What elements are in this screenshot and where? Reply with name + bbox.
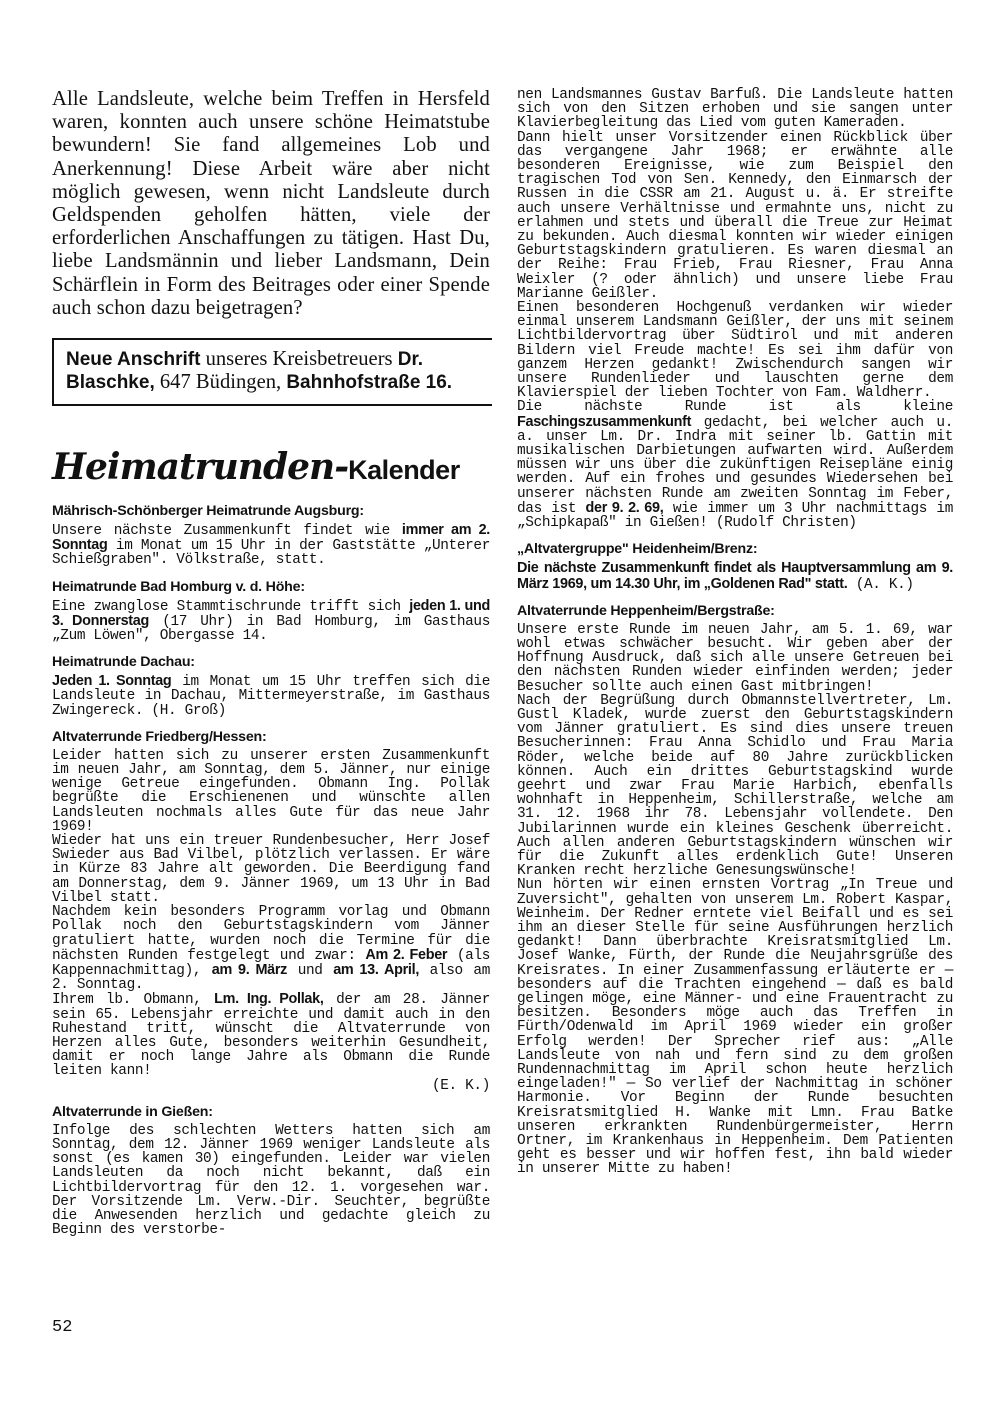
text-run: also am 2. Sonntag.	[52, 962, 490, 994]
friedberg-paragraph-2: Wieder hat uns ein treuer Rundenbesucher, Herr Josef Swieder aus Bad Vilbel, plötzlich verlassen. Er wäre in Kürze 83 Jahre alt geworden. Die Beerdigung fand am Donnerstag, dem 9. Jänner 1969, um 13 Uhr in Bad Vilbel statt.	[52, 833, 490, 906]
notice-bold-1: Neue Anschrift	[66, 349, 201, 371]
notice-bold-3: Bahnhofstraße 16.	[286, 372, 453, 394]
text-run: der am 28. Jänner sein 65. Lebensjahr erreichte und damit auch in den Ruhestand tritt, wünscht die Altvaterrunde von Herzen alles Gute, besonders weiterhin Gesundheit, damit er noch lange Jahre als Obmann die Runde leiten kann!	[52, 992, 490, 1080]
right-column	[517, 88, 953, 1177]
section-heading-giessen: Altvaterrunde in Gießen:	[52, 1103, 213, 1120]
heppenheim-paragraph-3: Nun hörten wir einen ernsten Vortrag „In Treue und Zuversicht", gehalten von unserem Lm. Robert Kaspar, Weinheim. Der Redner erntete viel Beifall und es sei ihm an dieser Stelle für seine Ausführungen herzlich gedankt! Dann überbrachte Kreisratsmitglied Lm. Josef Wanke, Fürth, der Runde die Neujahrsgrüße des Kreisrates. In einer Zusammenfassung erläuterte er — besonders auf die Trachten eingehend — daß es bald gelingen möge, eine Männer- und eine Frauentracht zu besitzen. Besonders möge auch das Treffen in Fürth/Odenwald im April 1969 wieder ein großer Erfolg werden! Der Sprecher rief aus: „Alle Landsleute von nah und fern sind zu dem großen Rundennachmittag im April schon heute herzlich eingeladen!" — So verlief der Nachmittag in schöner Harmonie. Vor Beginn der Runde besuchten Kreisratsmitglied H. Wanke mit Lmn. Frau Batke unseren erkrankten Rundenbürgermeister, Herrn Ortner, im Krankenhaus in Heppenheim. Dem Patienten geht es besser und wir hoffen fest, ihn bald wieder in unserer Mitte zu haben!	[517, 877, 953, 1178]
section-text-bad-homburg	[52, 599, 490, 644]
highlight-run: Jeden 1. Sonntag	[52, 673, 172, 690]
highlight-run: Die nächste Zusammenkunft findet als Hauptversammlung am 9. März 1969, um 14.30 Uhr, im „Goldenen Rad" statt.	[517, 560, 953, 592]
text-run: (als Kappennachmittag),	[52, 947, 491, 979]
text-run: Eine zwanglose Stammtischrunde trifft sich	[52, 598, 410, 615]
highlight-run: immer am 2. Sonntag	[52, 522, 490, 554]
section-heading-augsburg: Mährisch-Schönberger Heimatrunde Augsburg:	[52, 503, 364, 520]
section-text-augsburg	[52, 523, 490, 568]
giessen-continued-paragraph-1: nen Landsmannes Gustav Barfuß. Die Landsleute hatten sich von den Sitzen erhoben und sie sangen unter Klavierbegleitung das Lied vom guten Kameraden.	[517, 87, 953, 132]
kalender-heading-sans: Kalender	[348, 455, 460, 486]
text-run: Die nächste Runde ist als kleine	[517, 399, 953, 416]
text-run: im Monat um 15 Uhr in der Gaststätte „Unterer Schießgraben". Völkstraße, statt.	[52, 538, 490, 569]
section-heading-dachau: Heimatrunde Dachau:	[52, 654, 195, 671]
text-run: Nachdem kein besonders Programm vorlag und Obmann Pollak noch den Geburtstagskindern vom Jänner gratuliert hatte, wurden noch die Termine für die nächsten Runden festgelegt und zwar:	[52, 904, 490, 964]
intro-paragraph: Alle Landsleute, welche beim Treffen in Hersfeld waren, konnten auch unsere schöne Heimatstube bewundern! Sie fand allgemeines Lob und Anerkennung! Diese Arbeit wäre aber nicht möglich gewesen, wenn nicht Landsleute durch Geldspenden geholfen hätten, viele der erforderlichen Anschaffungen zu tätigen. Hast Du, liebe Landsmännin und lieber Landsmann, Dein Schärflein in Form des Beitrages oder einer Spende auch schon dazu beigetragen?	[52, 88, 490, 319]
left-column	[52, 88, 490, 1237]
kalender-heading	[52, 446, 490, 488]
text-run: wie immer um 3 Uhr nachmittags im „Schipkapaß" in Gießen! (Rudolf Christen)	[517, 500, 954, 532]
giessen-continued-paragraph-2: Dann hielt unser Vorsitzender einen Rückblick über das vergangene Jahr 1968; er erwähnte alle besonderen Ereignisse, wie zum Beispiel den tragischen Tod von Sen. Kennedy, den Einmarsch der Russen in die CSSR am 21. August u. ä. Er streifte auch unsere Verhältnisse und ermahnte uns, nicht zu erlahmen und stets und überall die Treue zur Heimat zu bekunden. Auch diesmal konnten wir wieder einigen Geburtstagskindern gratulieren. Es waren diesmal an der Reihe: Frau Frieb, Frau Riesner, Frau Anna Weixler (? oder ähnlich) und unsere liebe Frau Marianne Geißler.	[517, 129, 953, 302]
heidenheim-paragraph	[517, 561, 953, 591]
friedberg-paragraph-4	[52, 992, 490, 1078]
text-run: (17 Uhr) in Bad Homburg, im Gasthaus „Zum Löwen", Obergasse 14.	[52, 613, 490, 645]
section-text-dachau	[52, 674, 490, 718]
notice-text-2: 647 Büdingen,	[154, 371, 287, 394]
section-heading-bad-homburg: Heimatrunde Bad Homburg v. d. Höhe:	[52, 578, 305, 595]
address-notice-box	[52, 338, 492, 406]
text-run: und	[287, 962, 334, 979]
heppenheim-paragraph-2: Nach der Begrüßung durch Obmannstellvertreter, Lm. Gustl Kladek, wurde zuerst den Geburtstagskindern vom Jänner gratuliert. Es sind dies unsere treuen Besucherinnen: Frau Anna Schidlo und Frau Maria Röder, welche beide auf 80 Jahre zurückblicken können. Auch ein drittes Geburtstagskind wurde geehrt und zwar Frau Marie Harbich, ebenfalls wohnhaft in Heppenheim, Schillerstraße, welche am 31. 12. 1968 ihr 78. Lebensjahr vollendete. Den Jubilarinnen wurde ein kleines Geschenk überreicht. Auch allen anderen Geburtstagskindern wünschen wir für die Zukunft alles erdenklich Gute! Unseren Kranken recht herzliche Genesungswünsche!	[517, 692, 953, 880]
highlight-run: am 9. März	[211, 961, 288, 978]
giessen-continued-paragraph-3: Einen besonderen Hochgenuß verdanken wir wieder einmal unserem Landsmann Geißler, der uns mit seinem Lichtbildervortrag über Südtirol und mit anderen Bildern viel Freude machte! Es sei ihm dafür von ganzem Herzen gedankt! Zwischendurch sangen wir unsere Rundenlieder und lauschten gerne dem Klavierspiel der lieben Tochter von Fam. Waldherr.	[517, 300, 953, 402]
friedberg-paragraph-3	[52, 905, 490, 992]
notice-bold-2: Dr. Blaschke,	[66, 349, 424, 394]
giessen-paragraph: Infolge des schlechten Wetters hatten sich am Sonntag, dem 12. Jänner 1969 weniger Landsleute als sonst (es kamen 30) eingefunden. Leider war vielen Landsleuten da noch nicht bekannt, daß ein Lichtbildervortrag für den 12. 1. vorgesehen war. Der Vorsitzende Lm. Verw.-Dir. Seuchter, begrüßte die Anwesenden herzlich und gedachte gleich zu Beginn des verstorbe-	[52, 1122, 490, 1239]
text-run: Unsere nächste Zusammenkunft findet wie	[52, 523, 402, 540]
text-run: Ihrem lb. Obmann,	[52, 992, 215, 1009]
text-run: (A. K.)	[847, 576, 914, 593]
friedberg-signature: (E. K.)	[431, 1077, 490, 1094]
highlight-run: jeden 1. und 3. Donnerstag	[52, 597, 490, 629]
page-number: 52	[52, 1318, 73, 1337]
highlight-run: Lm. Ing. Pollak,	[214, 991, 324, 1008]
notice-text-1: unseres Kreisbetreuers	[200, 348, 398, 371]
text-run: gedacht, bei welcher auch u. a. unser Lm. Dr. Indra mit seiner lb. Gattin mit musikalischen Darbietungen aufwarten wird. Außerdem müssen wir uns über die zukünftigen Reisepläne einig werden. Auf ein frohes und gesundes Wiedersehen bei unserer nächsten Runde am zweiten Sonntag im Feber, das ist	[517, 414, 953, 517]
friedberg-paragraph-1: Leider hatten sich zu unserer ersten Zusammenkunft im neuen Jahr, am Sonntag, dem 5. Jänner, nur einige wenige Getreue eingefunden. Obmann Ing. Pollak begrüßte die Erschienenen und wünschte allen Landsleuten nochmals alles Gute für das neue Jahr 1969!	[52, 747, 490, 835]
heppenheim-paragraph-1: Unsere erste Runde im neuen Jahr, am 5. 1. 69, war wohl etwas schwächer besucht. Wir geben aber der Hoffnung Ausdruck, daß sich alle unsere Getreuen bei den nächsten Runden wieder einfinden werden; jeder Besucher sollte auch einen Gast mitbringen!	[517, 621, 953, 695]
highlight-run: am 13. April,	[333, 961, 420, 978]
highlight-run: der 9. 2. 69,	[585, 499, 664, 516]
section-heading-friedberg: Altvaterrunde Friedberg/Hessen:	[52, 728, 267, 745]
highlight-run: Faschingszusammenkunft	[517, 413, 692, 430]
kalender-heading-script: Heimatrunden-	[52, 446, 349, 489]
section-heading-heidenheim: „Altvatergruppe" Heidenheim/Brenz:	[517, 541, 758, 558]
highlight-run: Am 2. Feber	[365, 946, 448, 963]
giessen-continued-paragraph-4	[517, 400, 953, 530]
section-heading-heppenheim: Altvaterrunde Heppenheim/Bergstraße:	[517, 602, 775, 619]
text-run: im Monat um 15 Uhr treffen sich die Landsleute in Dachau, Mittermeyerstraße, im Gasthaus Zwingereck. (H. Groß)	[52, 674, 490, 719]
